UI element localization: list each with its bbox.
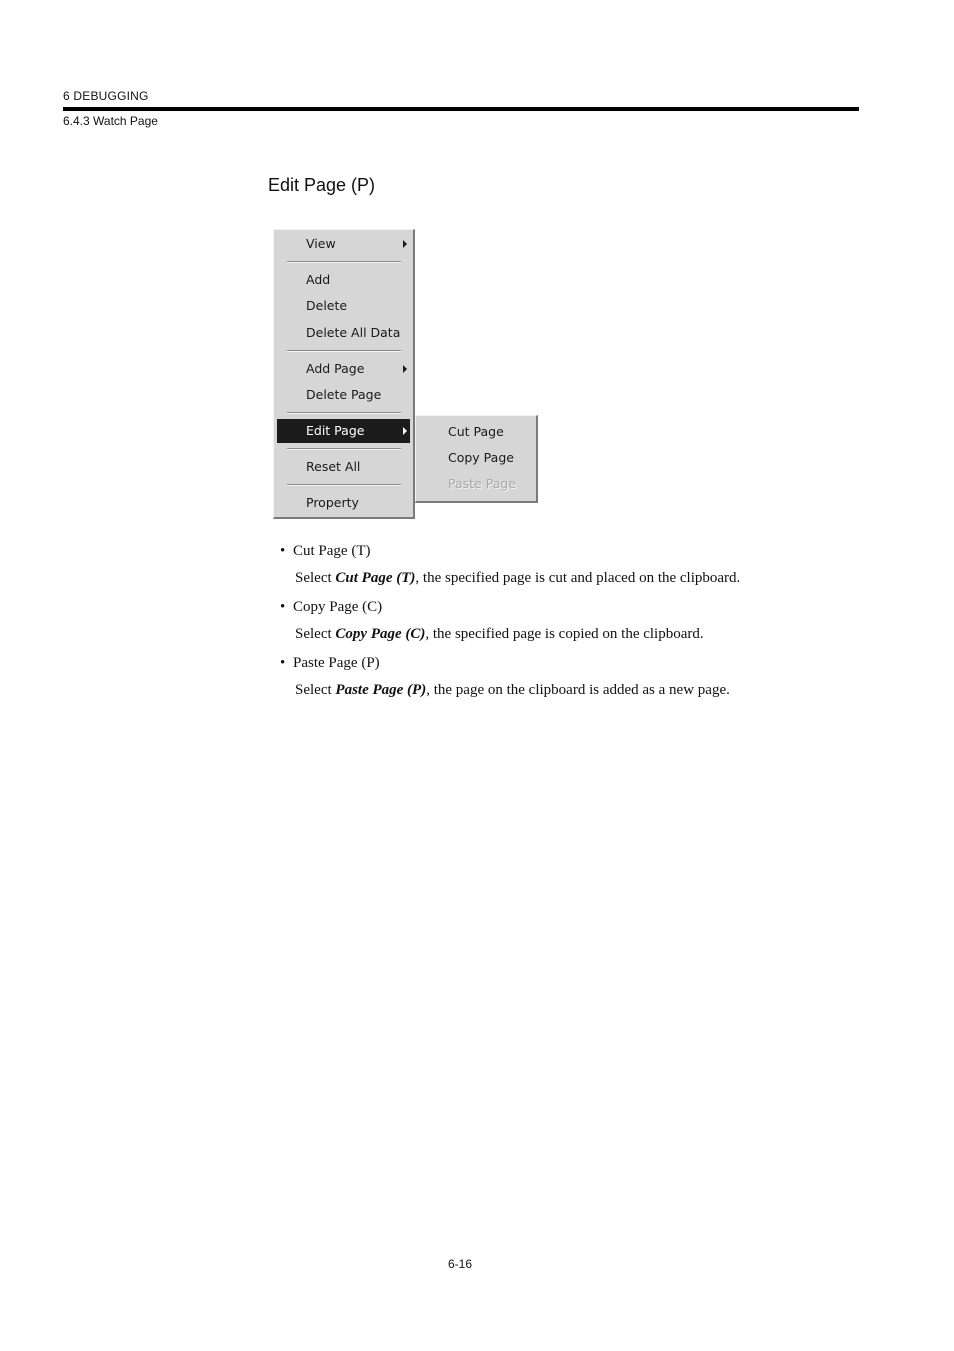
submenu-arrow-icon [403, 427, 407, 435]
menu-item-view[interactable] [277, 232, 410, 256]
section-header: 6.4.3 Watch Page [63, 114, 158, 128]
menu-separator [287, 261, 401, 263]
submenu-item-copy-page[interactable] [419, 446, 533, 470]
menu-separator [287, 350, 401, 352]
bullet-dot: • [280, 543, 286, 559]
bullet-paste-page [280, 655, 380, 672]
menu-item-label: Reset All [306, 459, 361, 474]
description-copy-page [295, 626, 704, 643]
bullet-title: Paste Page (P) [293, 655, 380, 671]
menu-item-property[interactable] [277, 491, 410, 515]
bullet-copy-page [280, 599, 382, 616]
bullet-cut-page [280, 543, 370, 560]
menu-item-add[interactable] [277, 268, 410, 292]
menu-item-delete[interactable] [277, 294, 410, 318]
submenu-item-label: Copy Page [448, 450, 514, 465]
edit-page-submenu [415, 415, 538, 503]
submenu-item-label: Paste Page [448, 476, 516, 491]
menu-item-label: Delete [306, 298, 348, 313]
section-title: Edit Page (P) [268, 175, 376, 195]
submenu-item-paste-page [419, 472, 533, 496]
menu-item-label: Property [306, 495, 359, 510]
submenu-arrow-icon [403, 365, 407, 373]
menu-item-label: Delete All Data [306, 325, 401, 340]
description-cut-page [295, 570, 740, 587]
bullet-title: Copy Page (C) [293, 599, 383, 615]
menu-item-delete-page[interactable] [277, 383, 410, 407]
desc-text: , the specified page is cut and placed on the clipboard. [415, 570, 741, 586]
description-paste-page [295, 682, 730, 699]
bullet-dot: • [280, 655, 286, 671]
menu-separator [287, 412, 401, 414]
desc-text: Select [295, 570, 336, 586]
bullet-title: Cut Page (T) [293, 543, 371, 559]
submenu-item-cut-page[interactable] [419, 420, 533, 444]
menu-item-label: Edit Page [306, 423, 365, 438]
header-rule [63, 107, 859, 111]
desc-bold: Paste Page (P) [335, 682, 427, 698]
menu-item-edit-page[interactable] [277, 419, 410, 443]
desc-text: , the page on the clipboard is added as a new page. [426, 682, 730, 698]
desc-bold: Copy Page (C) [335, 626, 426, 642]
submenu-item-label: Cut Page [448, 424, 504, 439]
menu-item-label: Add Page [306, 361, 365, 376]
desc-bold: Cut Page (T) [335, 570, 416, 586]
menu-item-add-page[interactable] [277, 357, 410, 381]
menu-item-label: Delete Page [306, 387, 382, 402]
page-number: 6-16 [448, 1257, 473, 1271]
menu-separator [287, 448, 401, 450]
menu-separator [287, 484, 401, 486]
submenu-arrow-icon [403, 240, 407, 248]
bullet-dot: • [280, 599, 286, 615]
context-menu [273, 229, 415, 519]
menu-item-label: Add [306, 272, 331, 287]
desc-text: , the specified page is copied on the clipboard. [425, 626, 704, 642]
menu-item-reset-all[interactable] [277, 455, 410, 479]
menu-item-label: View [306, 236, 336, 251]
chapter-header: 6 DEBUGGING [63, 89, 149, 103]
desc-text: Select [295, 626, 336, 642]
menu-item-delete-all-data[interactable] [277, 321, 410, 345]
desc-text: Select [295, 682, 336, 698]
